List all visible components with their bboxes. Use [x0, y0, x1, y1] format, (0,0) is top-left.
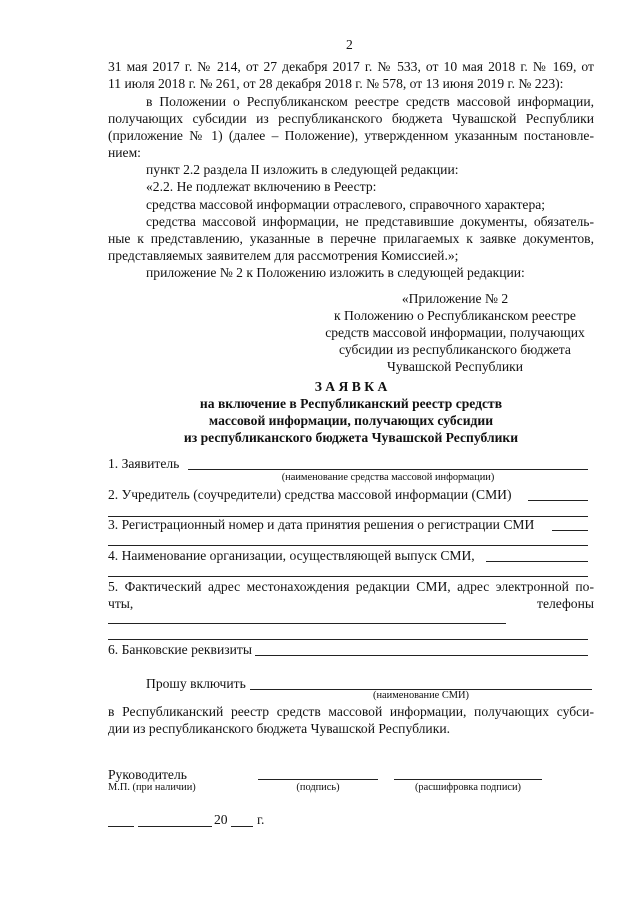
intro-line: в Положении о Республиканском реестре средств массовой информации,	[146, 94, 594, 109]
head-label: Руководитель	[108, 767, 187, 782]
date-year-prefix: 20	[214, 812, 228, 827]
page-number: 2	[346, 37, 353, 52]
intro-line: получающих субсидии из республиканского бюджета Чувашской Республики	[108, 111, 594, 126]
intro-line: 11 июля 2018 г. № 261, от 28 декабря 2018 г. № 578, от 13 июня 2019 г. № 223):	[108, 76, 564, 91]
bank-details-label: 6. Банковские реквизиты	[108, 642, 252, 657]
bank-details-field[interactable]	[255, 655, 588, 656]
intro-line: ные к представлению, указанные в перечне прилагаемых к заявке документов,	[108, 231, 594, 246]
registration-field-line2[interactable]	[108, 545, 588, 546]
address-field[interactable]	[108, 623, 506, 624]
date-year-field[interactable]	[231, 826, 253, 827]
appendix-line: Чувашской Республики	[387, 359, 523, 374]
request-text: дии из республиканского бюджета Чувашской Республики.	[108, 721, 450, 736]
intro-line: средства массовой информации, не представившие документы, обязатель-	[146, 214, 594, 229]
form-subtitle: массовой информации, получающих субсидии	[208, 413, 494, 428]
publisher-field-line2[interactable]	[108, 576, 588, 577]
signature-hint: (подпись)	[296, 782, 340, 793]
media-name-hint: (наименование СМИ)	[373, 690, 469, 701]
address-field-line2[interactable]	[108, 639, 588, 640]
request-text: в Республиканский реестр средств массовой информации, получающих субси-	[108, 704, 594, 719]
intro-line: «2.2. Не подлежат включению в Реестр:	[146, 179, 377, 194]
signature-field[interactable]	[258, 779, 378, 780]
intro-line: 31 мая 2017 г. № 214, от 27 декабря 2017 г. № 533, от 10 мая 2018 г. № 169, от	[108, 59, 594, 74]
intro-line: приложение № 2 к Положению изложить в следующей редакции:	[146, 265, 525, 280]
intro-line: нием:	[108, 145, 141, 160]
applicant-field[interactable]	[188, 469, 588, 470]
intro-line: средства массовой информации отраслевого, справочного характера;	[146, 197, 546, 212]
appendix-line: «Приложение № 2	[401, 291, 509, 306]
intro-line: представляемых заявителем для рассмотрения Комиссией.»;	[108, 248, 459, 263]
intro-line: (приложение № 1) (далее – Положение), утвержденном указанным постановле-	[108, 128, 594, 143]
founder-field[interactable]	[528, 500, 588, 501]
signature-decode-field[interactable]	[394, 779, 542, 780]
signature-decode-hint: (расшифровка подписи)	[414, 782, 522, 793]
date-month-field[interactable]	[138, 826, 212, 827]
registration-label: 3. Регистрационный номер и дата принятия решения о регистрации СМИ	[108, 517, 535, 532]
founder-label: 2. Учредитель (соучредители) средства массовой информации (СМИ)	[108, 487, 512, 502]
form-subtitle: из республиканского бюджета Чувашской Республики	[183, 430, 519, 445]
appendix-line: субсидии из республиканского бюджета	[339, 342, 571, 357]
address-label-word: чты,	[108, 596, 134, 611]
form-title: З А Я В К А	[314, 379, 388, 394]
address-label-word: телефоны	[537, 596, 594, 611]
registration-field[interactable]	[552, 530, 588, 531]
applicant-label: 1. Заявитель	[108, 456, 180, 471]
form-subtitle: на включение в Республиканский реестр средств	[199, 396, 503, 411]
publisher-label: 4. Наименование организации, осуществляющей выпуск СМИ,	[108, 548, 475, 563]
appendix-line: средств массовой информации, получающих	[325, 325, 585, 340]
date-year-suffix: г.	[257, 812, 265, 827]
intro-line: пункт 2.2 раздела II изложить в следующей редакции:	[146, 162, 459, 177]
request-label: Прошу включить	[146, 676, 246, 691]
address-label: 5. Фактический адрес местонахождения редакции СМИ, адрес электронной по-	[108, 579, 594, 594]
publisher-field[interactable]	[486, 561, 588, 562]
stamp-label: М.П. (при наличии)	[108, 782, 196, 793]
applicant-hint: (наименование средства массовой информации)	[281, 472, 495, 483]
date-day-field[interactable]	[108, 826, 134, 827]
appendix-line: к Положению о Республиканском реестре	[334, 308, 576, 323]
